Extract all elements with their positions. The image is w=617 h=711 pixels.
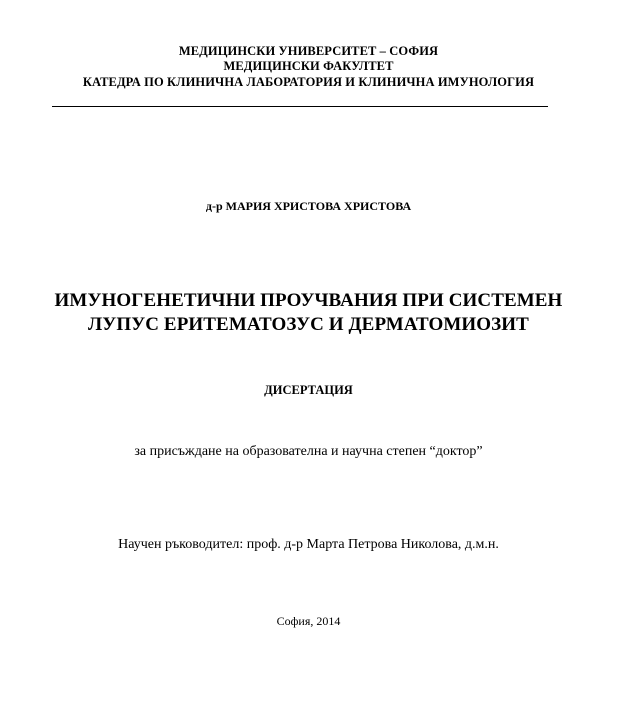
author-name: д-р МАРИЯ ХРИСТОВА ХРИСТОВА (205, 199, 412, 213)
university-name: МЕДИЦИНСКИ УНИВЕРСИТЕТ – СОФИЯ (178, 44, 439, 58)
header-divider (52, 106, 548, 107)
document-type: ДИСЕРТАЦИЯ (264, 383, 353, 397)
faculty-name: МЕДИЦИНСКИ ФАКУЛТЕТ (223, 59, 394, 73)
degree-purpose: за присъждане на образователна и научна степен “доктор” (134, 444, 483, 459)
thesis-title-line-1: ИМУНОГЕНЕТИЧНИ ПРОУЧВАНИЯ ПРИ СИСТЕМЕН (54, 290, 563, 311)
thesis-title-line-2: ЛУПУС ЕРИТЕМАТОЗУС И ДЕРМАТОМИОЗИТ (88, 314, 529, 335)
place-and-year: София, 2014 (276, 614, 341, 628)
department-name: КАТЕДРА ПО КЛИНИЧНА ЛАБОРАТОРИЯ И КЛИНИЧНА ИМУНОЛОГИЯ (82, 75, 535, 89)
scientific-supervisor: Научен ръководител: проф. д-р Марта Петрова Николова, д.м.н. (118, 537, 499, 552)
